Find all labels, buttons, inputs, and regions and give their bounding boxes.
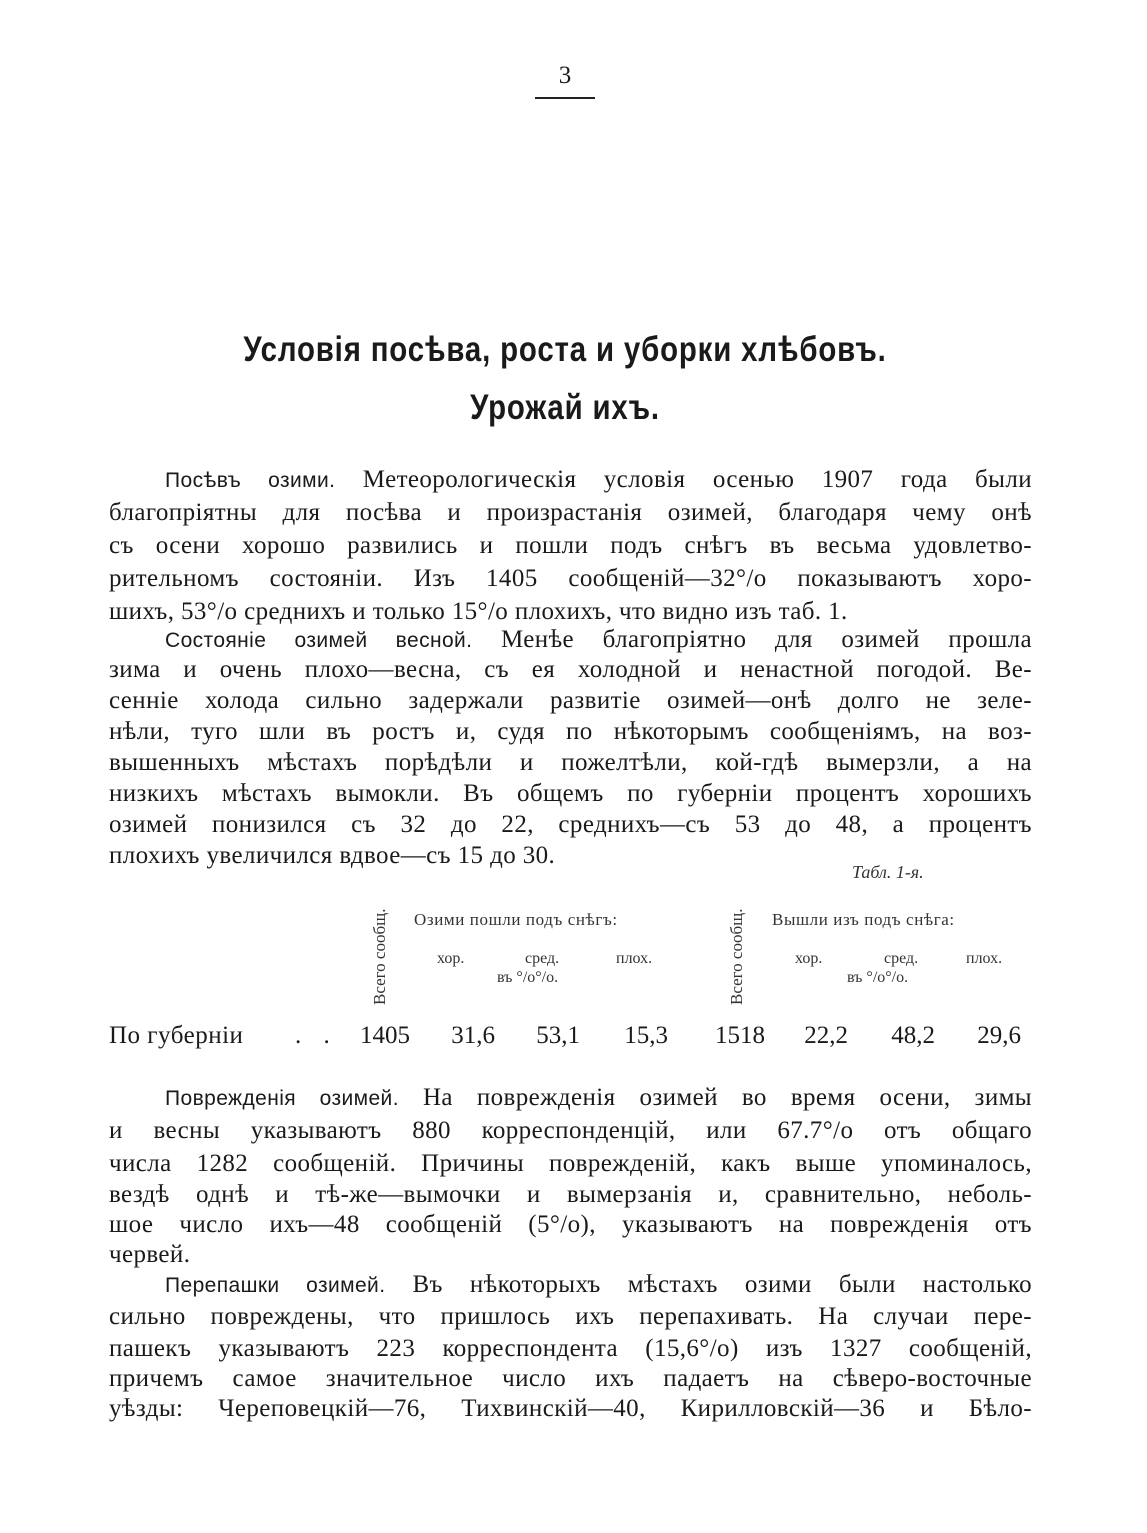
paragraph-line: сенніе холода сильно задержали развитіе озимей—онѣ долго не зеле- — [109, 687, 1032, 714]
paragraph-line: и весны указываютъ 880 корреспонденцій, или 67.7°/о отъ общаго — [109, 1117, 1032, 1144]
paragraph-line: пашекъ указываютъ 223 корреспондента (15,6°/о) изъ 1327 сообщеній, — [109, 1335, 1032, 1362]
table-cell: 22,2 — [804, 1022, 848, 1049]
table-cell: 31,6 — [451, 1022, 495, 1049]
percent-note: въ °/о°/о. — [497, 969, 559, 986]
paragraph-line: шихъ, 53°/о среднихъ и только 15°/о плохихъ, что видно изъ таб. 1. — [109, 598, 848, 625]
paragraph-line: съ осени хорошо развились и пошли подъ снѣгъ въ весьма удовлетво- — [109, 532, 1032, 559]
section-lead: Состояніе озимей весной. — [165, 629, 473, 652]
col-good-header: хор. — [437, 950, 465, 967]
paragraph-line: червей. — [109, 1241, 191, 1268]
paragraph-line: нѣли, туго шли въ ростъ и, судя по нѣкоторымъ сообщеніямъ, на воз- — [109, 718, 1032, 745]
col-good-header: хор. — [795, 950, 823, 967]
col-mid-header: сред. — [525, 950, 560, 967]
paragraph-line — [165, 1083, 1032, 1113]
table-cell: 1518 — [715, 1022, 765, 1049]
text-span: Въ нѣкоторыхъ мѣстахъ озими были настолько — [412, 1271, 1032, 1298]
col-bad-header: плох. — [616, 950, 653, 967]
paragraph-line: зима и очень плохо—весна, съ ея холодной и ненастной погодой. Ве- — [109, 656, 1032, 683]
paragraph-line: рительномъ состояніи. Изъ 1405 сообщеній—32°/о показываютъ хоро- — [109, 565, 1032, 592]
text-span: Менѣе благопріятно для озимей прошла — [501, 626, 1032, 653]
paragraph-line: сильно повреждены, что пришлось ихъ перепахивать. На случаи пере- — [109, 1303, 1032, 1330]
paragraph-line: причемъ самое значительное число ихъ падаетъ на сѣверо-восточные — [109, 1365, 1032, 1392]
table-caption: Табл. 1-я. — [852, 862, 924, 882]
paragraph-line: благопріятны для посѣва и произрастанія озимей, благодаря чему онѣ — [109, 499, 1032, 526]
section-lead: Посѣвъ озими. — [165, 469, 336, 492]
total-reports-header: Всего сообщ. — [370, 908, 389, 1005]
paragraph-line — [165, 465, 1032, 495]
col-bad-header: плох. — [966, 950, 1003, 967]
paragraph-line: вездѣ однѣ и тѣ-же—вымочки и вымерзанія и, сравнительно, неболь- — [109, 1181, 1032, 1208]
section-lead: Поврежденія озимей. — [165, 1087, 399, 1110]
row-label: По губерніи — [109, 1022, 244, 1049]
section-lead: Перепашки озимей. — [165, 1274, 386, 1297]
text-span: На поврежденія озимей во время осени, зимы — [422, 1084, 1033, 1111]
table-cell: 15,3 — [624, 1022, 668, 1049]
paragraph-line: низкихъ мѣстахъ вымокли. Въ общемъ по губерніи процентъ хорошихъ — [109, 780, 1032, 807]
table-cell: 1405 — [360, 1022, 410, 1049]
paragraph-line: озимей понизился съ 32 до 22, среднихъ—съ 53 до 48, а процентъ — [109, 811, 1032, 838]
paragraph-line: вышенныхъ мѣстахъ порѣдѣли и пожелтѣли, кой-гдѣ вымерзли, а на — [109, 749, 1032, 776]
col-mid-header: сред. — [884, 950, 919, 967]
paragraph-line: шое число ихъ—48 сообщеній (5°/о), указываютъ на поврежденія отъ — [109, 1211, 1032, 1238]
percent-note: въ °/о°/о. — [847, 969, 909, 986]
text-span: Метеорологическія условія осенью 1907 года были — [362, 466, 1032, 493]
total-reports-header: Всего сообщ. — [727, 908, 746, 1005]
page-number: 3 — [558, 62, 572, 89]
table-cell: 48,2 — [891, 1022, 935, 1049]
page-number-rule — [535, 97, 595, 99]
page-subtitle: Урожай ихъ. — [470, 388, 660, 427]
table-cell: 53,1 — [536, 1022, 580, 1049]
page-title: Условія посѣва, роста и уборки хлѣбовъ. — [243, 330, 887, 369]
paragraph-line — [165, 1270, 1032, 1300]
spring-group-header: Вышли изъ подъ снѣга: — [772, 910, 955, 929]
paragraph-line: уѣзды: Череповецкій—76, Тихвинскій—40, Кирилловскій—36 и Бѣло- — [109, 1395, 1032, 1422]
paragraph-line — [165, 625, 1032, 655]
table-cell: 29,6 — [977, 1022, 1021, 1049]
paragraph-line: числа 1282 сообщеній. Причины поврежденій, какъ выше упоминалось, — [109, 1150, 1032, 1177]
paragraph-line: плохихъ увеличился вдвое—съ 15 до 30. — [109, 842, 556, 869]
row-leader-dots: . . — [295, 1022, 338, 1049]
autumn-group-header: Озими пошли подъ снѣгъ: — [414, 910, 618, 929]
